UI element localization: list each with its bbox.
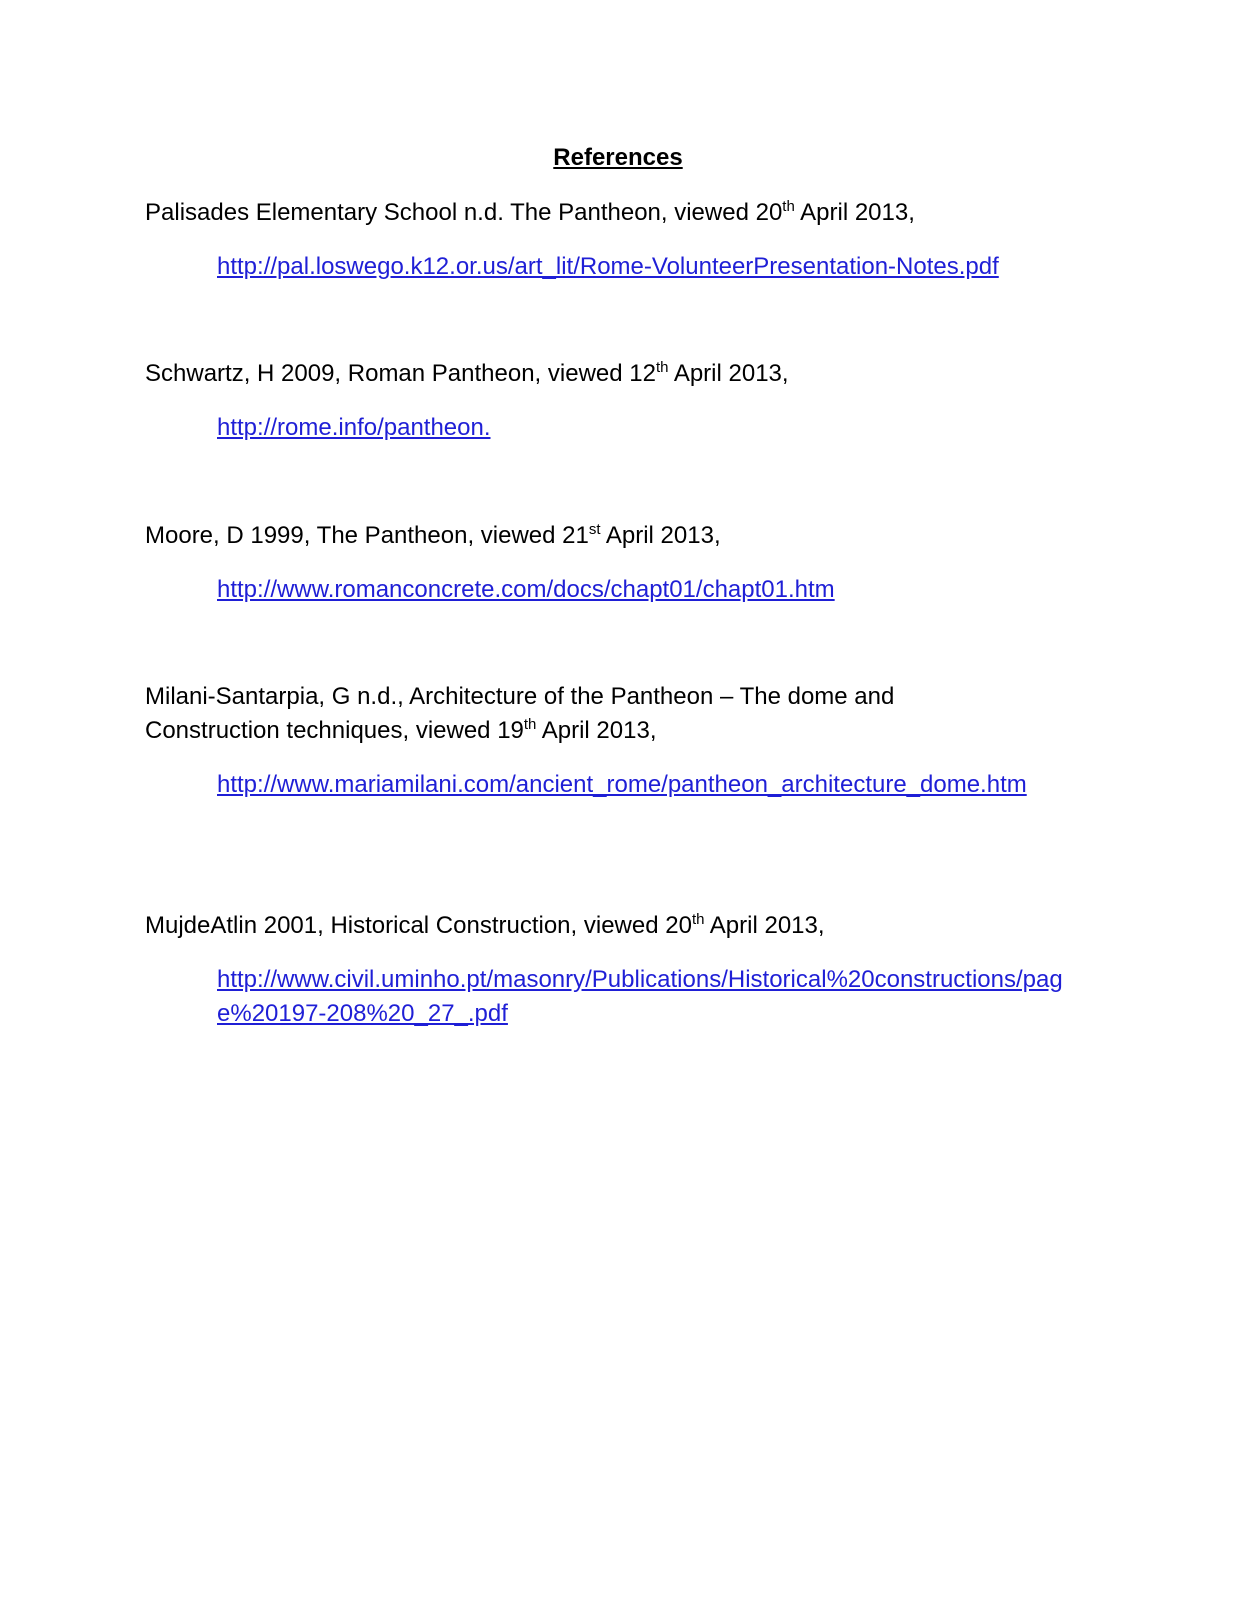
reference-entry [145, 357, 1085, 445]
citation-text: MujdeAtlin 2001, Historical Construction, viewed 20 [145, 912, 692, 939]
citation-text: Milani-Santarpia, G n.d., Architecture of the Pantheon – The dome and Construction techniques, viewed 19 [145, 683, 895, 744]
citation-date: April 2013, [794, 199, 915, 226]
citation-ordinal: th [655, 359, 669, 376]
citation-date: April 2013, [536, 717, 657, 744]
citation-text: Moore, D 1999, The Pantheon, viewed 21 [145, 522, 589, 549]
citation-ordinal: th [523, 716, 537, 733]
reference-entry [145, 909, 1085, 1031]
reference-entry [145, 519, 1085, 607]
reference-citation [145, 909, 1085, 943]
citation-date: April 2013, [600, 522, 721, 549]
citation-date: April 2013, [704, 912, 825, 939]
citation-text: Palisades Elementary School n.d. The Pantheon, viewed 20 [145, 199, 783, 226]
citation-ordinal: th [782, 198, 795, 215]
reference-link[interactable]: http://www.civil.uminho.pt/masonry/Publications/Historical%20constructions/page%20197-208%20_27_.pdf [217, 966, 1063, 1027]
reference-entry [145, 196, 1085, 284]
reference-citation [145, 680, 975, 748]
citation-text: Schwartz, H 2009, Roman Pantheon, viewed 12 [145, 360, 656, 387]
reference-link[interactable]: http://www.mariamilani.com/ancient_rome/pantheon_architecture_dome.htm [217, 771, 1027, 798]
citation-date: April 2013, [668, 360, 789, 387]
citation-ordinal: st [588, 521, 601, 538]
reference-link[interactable]: http://rome.info/pantheon. [217, 414, 491, 441]
reference-citation [145, 196, 1085, 230]
reference-entry [145, 680, 1027, 802]
reference-citation [145, 519, 1085, 553]
page-title: References [553, 144, 683, 171]
reference-citation [145, 357, 1085, 391]
citation-ordinal: th [691, 911, 705, 928]
reference-link[interactable]: http://www.romanconcrete.com/docs/chapt01/chapt01.htm [217, 576, 835, 603]
reference-link[interactable]: http://pal.loswego.k12.or.us/art_lit/Rome-VolunteerPresentation-Notes.pdf [217, 253, 999, 280]
